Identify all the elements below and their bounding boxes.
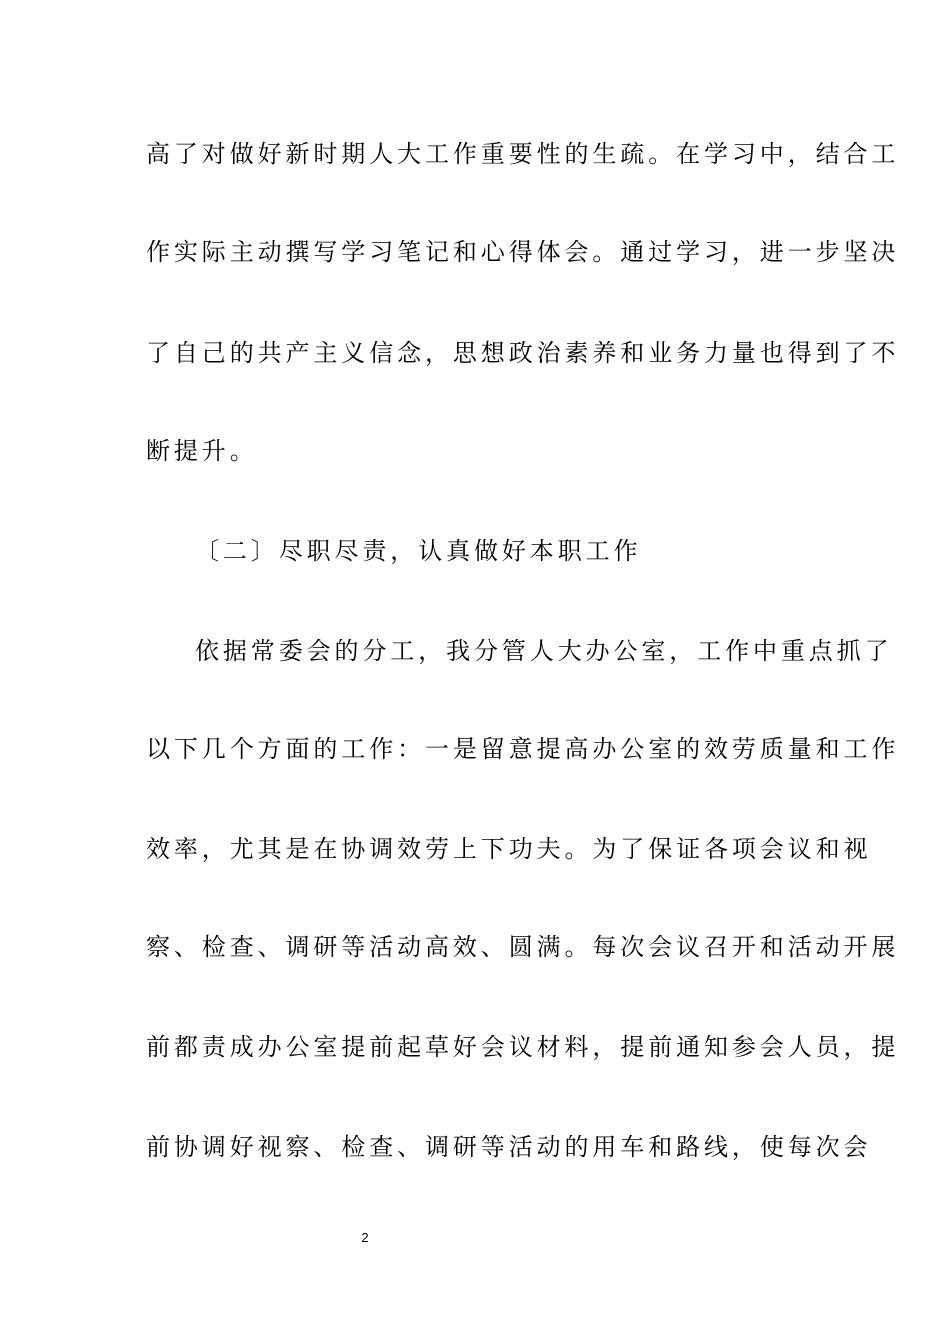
paragraph-line: 高了对做好新时期人大工作重要性的生疏。在学习中，结合工 [146,140,900,168]
paragraph-line: 了自己的共产主义信念，思想政治素养和业务力量也得到了不 [146,339,900,367]
paragraph-line: 以下几个方面的工作：一是留意提高办公室的效劳质量和工作 [146,735,900,763]
paragraph-line: 断提升。 [146,437,258,465]
paragraph-line: 效率，尤其是在协调效劳上下功夫。为了保证各项会议和视 [146,835,872,863]
page-number: 2 [361,1230,369,1245]
section-heading: 〔二〕尽职尽责，认真做好本职工作 [195,537,642,565]
paragraph-line: 作实际主动撰写学习笔记和心得体会。通过学习，进一步坚决 [146,238,900,266]
paragraph-line: 依据常委会的分工，我分管人大办公室，工作中重点抓了 [195,637,893,665]
paragraph-line: 前都责成办公室提前起草好会议材料，提前通知参会人员，提 [146,1033,900,1061]
paragraph-line: 前协调好视察、检查、调研等活动的用车和路线，使每次会 [146,1133,872,1161]
paragraph-line: 察、检查、调研等活动高效、圆满。每次会议召开和活动开展 [146,933,900,961]
